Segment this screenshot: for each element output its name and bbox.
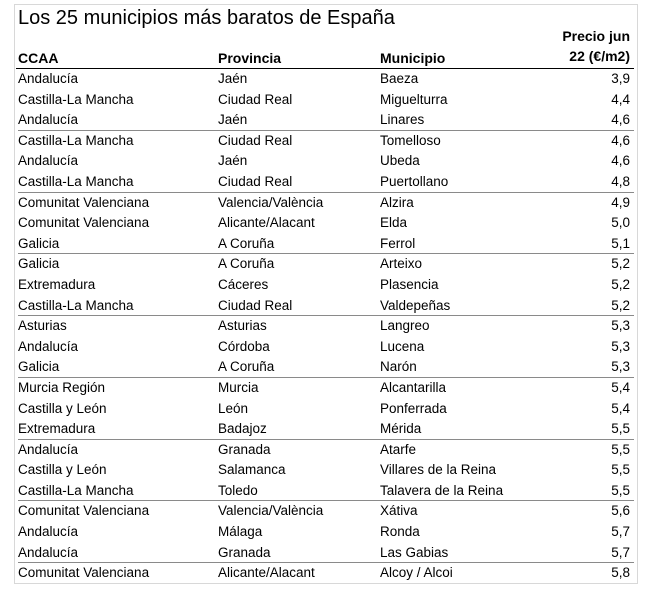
table-row xyxy=(18,563,634,584)
cell-precio: 5,4 xyxy=(611,379,630,395)
cell-municipio: Ferrol xyxy=(380,235,416,251)
cell-ccaa: Asturias xyxy=(18,318,67,334)
table-row xyxy=(18,90,634,111)
table-row xyxy=(18,110,634,131)
cell-municipio: Alzira xyxy=(380,194,414,210)
table-row xyxy=(18,460,634,481)
cell-municipio: Tomelloso xyxy=(380,132,441,148)
table-row xyxy=(18,337,634,358)
cell-precio: 5,8 xyxy=(611,565,630,581)
cell-precio: 5,2 xyxy=(611,276,630,292)
cell-precio: 5,1 xyxy=(611,235,630,251)
cell-precio: 4,6 xyxy=(611,132,630,148)
cell-ccaa: Galicia xyxy=(18,359,60,375)
cell-precio: 4,6 xyxy=(611,153,630,169)
cell-ccaa: Castilla-La Mancha xyxy=(18,173,134,189)
cell-municipio: Linares xyxy=(380,112,425,128)
cell-municipio: Atarfe xyxy=(380,441,417,457)
cell-municipio: Lucena xyxy=(380,338,425,354)
cell-municipio: Ponferrada xyxy=(380,400,447,416)
cell-provincia: Alicante/Alacant xyxy=(218,215,315,231)
table-row xyxy=(18,316,634,337)
table-row xyxy=(18,543,634,564)
cell-ccaa: Comunitat Valenciana xyxy=(18,194,150,210)
cell-provincia: Córdoba xyxy=(218,338,270,354)
cell-municipio: Puertollano xyxy=(380,173,449,189)
table-row xyxy=(18,254,634,275)
table-row xyxy=(18,131,634,152)
cell-provincia: Ciudad Real xyxy=(218,173,293,189)
cell-precio: 5,7 xyxy=(611,544,630,560)
cell-provincia: Jaén xyxy=(218,153,248,169)
cell-precio: 3,9 xyxy=(611,71,630,86)
cell-precio: 5,5 xyxy=(611,441,630,457)
column-header-precio xyxy=(562,26,630,66)
cell-municipio: Elda xyxy=(380,215,408,231)
cell-ccaa: Castilla-La Mancha xyxy=(18,91,134,107)
column-header-ccaa: CCAA xyxy=(18,50,59,66)
cell-ccaa: Andalucía xyxy=(18,524,79,540)
table-row xyxy=(18,501,634,522)
cell-provincia: A Coruña xyxy=(218,256,275,272)
cell-provincia: Granada xyxy=(218,544,271,560)
column-header-precio-line2: 22 (€/m2) xyxy=(569,48,630,64)
cell-precio: 5,6 xyxy=(611,503,630,519)
cell-precio: 4,4 xyxy=(611,91,630,107)
cell-ccaa: Castilla y León xyxy=(18,400,107,416)
table-row xyxy=(18,151,634,172)
cell-ccaa: Andalucía xyxy=(18,544,79,560)
cell-precio: 5,5 xyxy=(611,421,630,437)
cell-ccaa: Extremadura xyxy=(18,421,96,437)
cell-precio: 5,5 xyxy=(611,482,630,498)
cell-ccaa: Murcia Región xyxy=(18,379,106,395)
table-row xyxy=(18,193,634,214)
cell-ccaa: Andalucía xyxy=(18,112,79,128)
cell-provincia: Granada xyxy=(218,441,271,457)
cell-municipio: Narón xyxy=(380,359,417,375)
cell-provincia: Ciudad Real xyxy=(218,297,293,313)
cell-municipio: Valdepeñas xyxy=(380,297,451,313)
cell-ccaa: Galicia xyxy=(18,256,60,272)
cell-ccaa: Comunitat Valenciana xyxy=(18,503,150,519)
cell-precio: 4,9 xyxy=(611,194,630,210)
table-row xyxy=(18,522,634,543)
cell-ccaa: Castilla-La Mancha xyxy=(18,297,134,313)
cell-provincia: Salamanca xyxy=(218,462,286,478)
cell-municipio: Ronda xyxy=(380,524,420,540)
cell-provincia: Málaga xyxy=(218,524,263,540)
cell-ccaa: Andalucía xyxy=(18,71,79,86)
cell-precio: 5,3 xyxy=(611,359,630,375)
cell-ccaa: Andalucía xyxy=(18,338,79,354)
cell-provincia: Badajoz xyxy=(218,421,267,437)
cell-provincia: Alicante/Alacant xyxy=(218,565,315,581)
table-row xyxy=(18,378,634,399)
cell-precio: 5,3 xyxy=(611,318,630,334)
cell-precio: 4,6 xyxy=(611,112,630,128)
cell-ccaa: Castilla-La Mancha xyxy=(18,132,134,148)
cell-ccaa: Comunitat Valenciana xyxy=(18,565,150,581)
cell-municipio: Langreo xyxy=(380,318,430,334)
cell-municipio: Ubeda xyxy=(380,153,420,169)
cell-precio: 5,2 xyxy=(611,297,630,313)
page-title: Los 25 municipios más baratos de España xyxy=(18,7,395,29)
table-row xyxy=(18,481,634,502)
table-row xyxy=(18,440,634,461)
cell-provincia: Valencia/València xyxy=(218,503,324,519)
cell-provincia: A Coruña xyxy=(218,359,275,375)
table-row xyxy=(18,275,634,296)
cell-precio: 5,7 xyxy=(611,524,630,540)
cell-provincia: Asturias xyxy=(218,318,267,334)
cell-ccaa: Andalucía xyxy=(18,153,79,169)
cell-municipio: Mérida xyxy=(380,421,422,437)
cell-provincia: Murcia xyxy=(218,379,259,395)
cell-precio: 4,8 xyxy=(611,173,630,189)
table-row xyxy=(18,399,634,420)
cell-precio: 5,5 xyxy=(611,462,630,478)
cell-municipio: Villares de la Reina xyxy=(380,462,497,478)
table-row xyxy=(18,234,634,255)
cell-municipio: Talavera de la Reina xyxy=(380,482,504,498)
cell-provincia: A Coruña xyxy=(218,235,275,251)
table-row xyxy=(18,213,634,234)
cell-provincia: León xyxy=(218,400,249,416)
cell-provincia: Ciudad Real xyxy=(218,91,293,107)
cell-ccaa: Castilla-La Mancha xyxy=(18,482,134,498)
cell-provincia: Jaén xyxy=(218,112,248,128)
cell-municipio: Baeza xyxy=(380,71,419,86)
table-row xyxy=(18,296,634,317)
table-row xyxy=(18,172,634,193)
cell-municipio: Alcoy / Alcoi xyxy=(380,565,453,581)
cell-ccaa: Andalucía xyxy=(18,441,79,457)
table-row xyxy=(18,419,634,440)
cell-municipio: Las Gabias xyxy=(380,544,449,560)
cell-ccaa: Castilla y León xyxy=(18,462,107,478)
column-header-provincia: Provincia xyxy=(218,50,282,66)
cell-provincia: Toledo xyxy=(218,482,258,498)
cell-municipio: Plasencia xyxy=(380,276,439,292)
cell-municipio: Miguelturra xyxy=(380,91,448,107)
column-header-precio-line1: Precio jun xyxy=(562,28,630,44)
cell-municipio: Arteixo xyxy=(380,256,423,272)
table-row xyxy=(18,69,634,90)
cell-municipio: Xátiva xyxy=(380,503,418,519)
cell-precio: 5,2 xyxy=(611,256,630,272)
cell-precio: 5,3 xyxy=(611,338,630,354)
cell-provincia: Cáceres xyxy=(218,276,269,292)
cell-provincia: Valencia/València xyxy=(218,194,324,210)
cell-provincia: Ciudad Real xyxy=(218,132,293,148)
table-body xyxy=(18,69,634,584)
table-header xyxy=(18,27,634,69)
cell-municipio: Alcantarilla xyxy=(380,379,447,395)
cell-precio: 5,0 xyxy=(611,215,630,231)
column-header-municipio: Municipio xyxy=(380,50,446,66)
cell-ccaa: Extremadura xyxy=(18,276,96,292)
table-row xyxy=(18,357,634,378)
cell-ccaa: Galicia xyxy=(18,235,60,251)
cell-precio: 5,4 xyxy=(611,400,630,416)
cell-ccaa: Comunitat Valenciana xyxy=(18,215,150,231)
cell-provincia: Jaén xyxy=(218,71,248,86)
